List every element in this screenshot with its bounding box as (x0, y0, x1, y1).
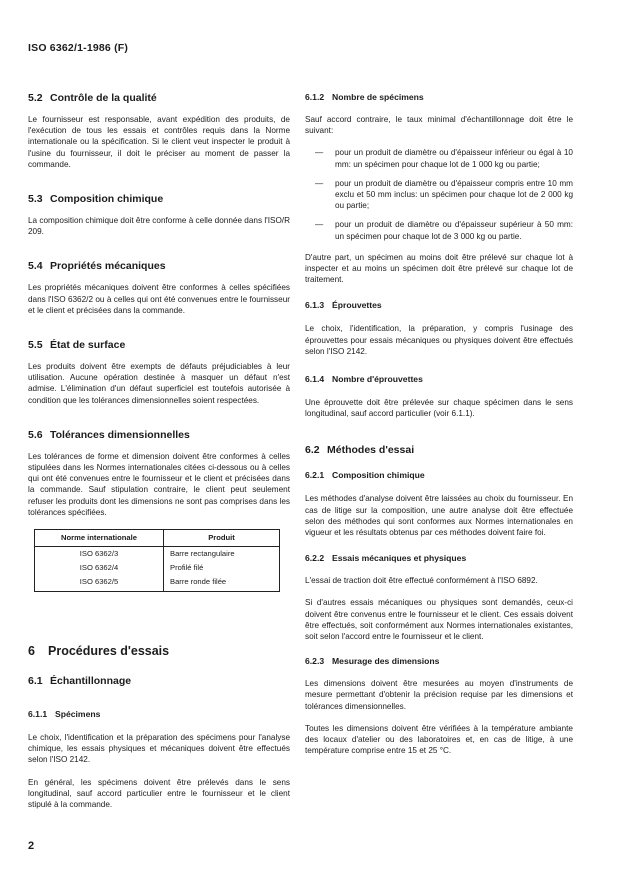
section-6-2-2-text-2: Si d'autres essais mécaniques ou physiques sont demandés, ceux-ci doivent être convenus entre le fournisseur et le client. Ces essais doivent être effectués, soit conformément aux Normes internationales existantes, soit selon l'accord entre le fournisseur et le client. (305, 598, 573, 642)
table-header-standard: Norme internationale (35, 530, 164, 547)
document-header: ISO 6362/1-1986 (F) (28, 42, 129, 54)
section-6-1-3-heading: 6.1.3 Éprouvettes (305, 300, 382, 311)
section-6-2-1-heading: 6.2.1 Composition chimique (305, 470, 425, 481)
table-row (35, 575, 280, 592)
section-6-2-1-text: Les méthodes d'analyse doivent être laissées au choix du fournisseur. En cas de litige sur la composition, une autre analyse doit être effectuée selon des méthodes qui sont conformes aux Normes internationales en vigueur et les résultats obtenus par ces méthodes doivent faire foi. (305, 494, 573, 538)
section-5-5-text: Les produits doivent être exempts de défauts préjudiciables à leur utilisation. Aucune opération destinée à masquer un défaut n'est admise. L'élimination d'un défaut superficiel est toutefois autorisée à condition que les tolérances dimensionnelles soient respectées. (28, 362, 290, 405)
section-6-1-heading: 6.1 Échantillonnage (28, 675, 132, 688)
section-6-1-4-heading: 6.1.4 Nombre d'éprouvettes (305, 374, 423, 385)
section-6-heading: 6 Procédures d'essais (28, 644, 170, 659)
section-6-1-4-text: Une éprouvette doit être prélevée sur chaque spécimen dans le sens longitudinal, sauf accord particulier (voir 6.1.1). (305, 398, 573, 419)
section-6-1-3-text: Le choix, l'identification, la préparation, y compris l'usinage des éprouvettes pour essais mécaniques ou physiques doivent être effectués selon l'ISO 2142. (305, 324, 573, 356)
section-5-6-text: Les tolérances de forme et dimension doivent être conformes à celles stipulées dans les Normes internationales citées ci-dessous ou à celles qui ont été convenues entre le fournisseur et le client et précisées dans la commande. Sauf stipulation contraire, le client peut seulement refuser les produits dont les dimensions ne sont pas comprises dans les tolérances spécifiées. (28, 451, 290, 517)
page-number: 2 (28, 840, 35, 852)
left-column (28, 92, 290, 821)
section-5-6-heading: 5.6 Tolérances dimensionnelles (28, 428, 190, 441)
sampling-rate-list (305, 147, 573, 241)
table-row (35, 561, 280, 575)
section-6-1-2-text-2: D'autre part, un spécimen au moins doit être prélevé sur chaque lot à inspecter et au moins un spécimen doit être prélevé sur chaque lot de traitement. (305, 252, 573, 285)
section-6-1-2-heading: 6.1.2 Nombre de spécimens (305, 92, 424, 102)
list-item: — pour un produit de diamètre ou d'épaisseur supérieur à 50 mm: un spécimen pour chaque lot de 3 000 kg ou partie. (305, 219, 573, 241)
right-column (305, 92, 573, 768)
standards-table (34, 529, 280, 592)
section-6-1-1-text-2: En général, les spécimens doivent être prélevés dans le sens longitudinal, sauf accord particulier entre le fournisseur et le client stipulé à la commande. (28, 777, 290, 810)
table-cell-product: Barre ronde filée (170, 577, 227, 587)
section-5-5-heading: 5.5 État de surface (28, 339, 126, 352)
section-6-2-2-text-1: L'essai de traction doit être effectué conformément à l'ISO 6892. (305, 576, 538, 586)
section-6-1-2-text-1: Sauf accord contraire, le taux minimal d'échantillonnage doit être le suivant: (305, 115, 573, 136)
list-item: — pour un produit de diamètre ou d'épaisseur inférieur ou égal à 10 mm: un spécimen pour chaque lot de 1 000 kg ou partie; (305, 147, 573, 169)
section-6-1-1-text-1: Le choix, l'identification et la préparation des spécimens pour l'analyse chimique, les essais physiques et mécaniques doivent être effectués selon l'ISO 2142. (28, 733, 290, 765)
section-6-2-3-text-1: Les dimensions doivent être mesurées au moyen d'instruments de mesure permettant d'obtenir la précision requise par les dimensions et tolérances dimensionnelles. (305, 679, 573, 711)
section-6-2-2-heading: 6.2.2 Essais mécaniques et physiques (305, 553, 467, 564)
table-cell-product: Barre rectangulaire (170, 549, 235, 559)
table-row (35, 547, 280, 562)
section-5-2-heading: 5.2 Contrôle de la qualité (28, 92, 157, 104)
table-cell-standard: ISO 6362/4 (35, 561, 164, 575)
section-5-4-text: Les propriétés mécaniques doivent être conformes à celles spécifiées dans l'ISO 6362/2 ou à celles qui ont été convenues entre le fournisseur et le client et précisées dans la commande. (28, 283, 290, 315)
table-cell-standard: ISO 6362/3 (35, 547, 164, 562)
table-header-product: Produit (164, 530, 280, 547)
section-5-4-heading: 5.4 Propriétés mécaniques (28, 260, 166, 273)
table-cell-standard: ISO 6362/5 (35, 575, 164, 592)
list-item: — pour un produit de diamètre ou d'épaisseur compris entre 10 mm exclu et 50 mm inclus: un spécimen pour chaque lot de 2 000 kg ou partie; (305, 178, 573, 212)
section-5-2-text: Le fournisseur est responsable, avant expédition des produits, de l'exécution de tous les essais et contrôles requis dans la Norme internationale ou la spécification. Si le client veut inspecter le produit à l'usine du fournisseur, il doit le préciser au moment de passer la commande. (28, 115, 290, 169)
section-6-1-1-heading: 6.1.1 Spécimens (28, 709, 101, 720)
section-6-2-heading: 6.2 Méthodes d'essai (305, 444, 415, 457)
section-6-2-3-heading: 6.2.3 Mesurage des dimensions (305, 656, 440, 667)
section-6-2-3-text-2: Toutes les dimensions doivent être vérifiées à la température ambiante des locaux d'atelier ou des laboratoires et, en cas de litige, à une température comprise entre 15 et 25 °C. (305, 723, 573, 756)
section-5-3-heading: 5.3 Composition chimique (28, 193, 164, 206)
section-5-3-text: La composition chimique doit être conforme à celle donnée dans l'ISO/R 209. (28, 216, 290, 237)
table-cell-product: Profilé filé (170, 563, 204, 573)
